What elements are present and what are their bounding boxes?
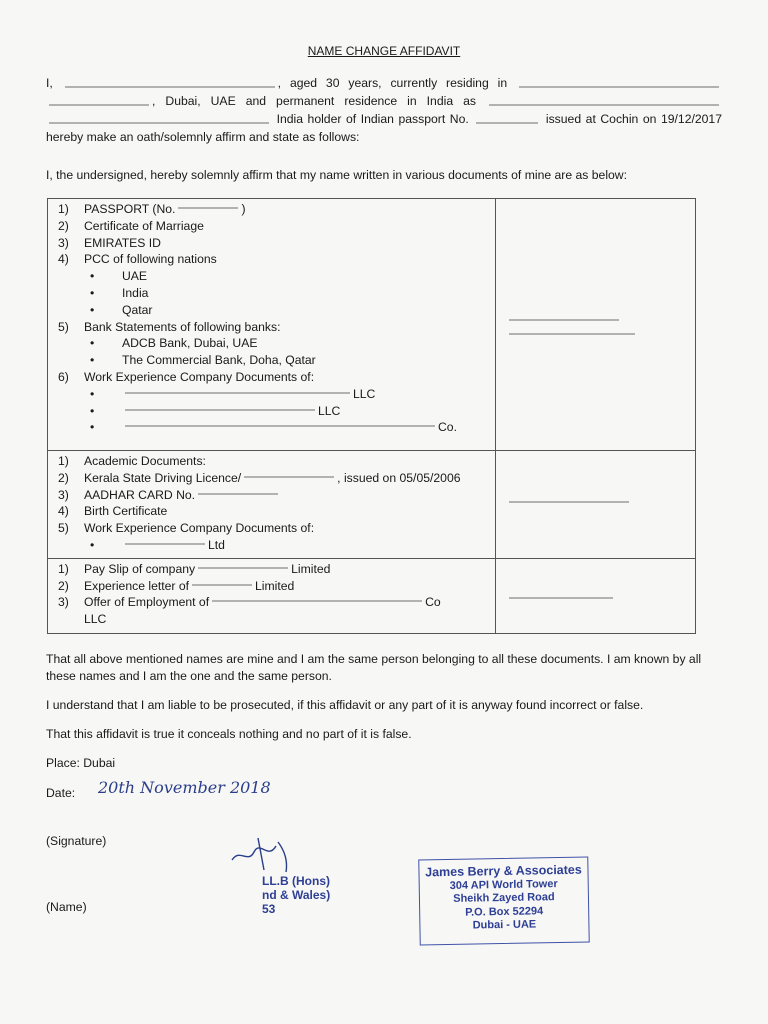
- redacted-name-variant: [506, 491, 685, 505]
- redacted-company: [198, 561, 288, 569]
- intro-paragraph: [46, 74, 722, 146]
- redacted-company: [125, 386, 350, 394]
- name-cell-2: [496, 451, 696, 559]
- document-list-group-1: [48, 199, 496, 451]
- signature-label: (Signature): [46, 834, 107, 848]
- notary-stamp-partial: LL.B (Hons) nd & Wales) 53: [262, 874, 331, 916]
- redacted-address: [519, 80, 719, 88]
- redacted-home-address-2: [49, 116, 269, 124]
- redacted-area: [49, 98, 149, 106]
- bullet-item: • Co.: [90, 420, 457, 435]
- handwritten-signature: [228, 830, 308, 880]
- bullet-item: • LLC: [90, 386, 376, 401]
- list-item: 5) Work Experience Company Documents of:: [58, 521, 315, 536]
- list-item: 3) AADHAR CARD No.: [58, 487, 495, 504]
- redacted-name: [65, 80, 275, 88]
- intro-part-1: I,: [46, 76, 53, 90]
- bullet-item: • Ltd: [90, 537, 225, 552]
- redacted-company: [192, 578, 252, 586]
- list-item: 4) Birth Certificate: [58, 504, 168, 519]
- table-row: [48, 199, 696, 451]
- document-list-group-2: [48, 451, 496, 559]
- table-row: [48, 451, 696, 559]
- list-item: 2) Kerala State Driving Licence/ , issued on 05/05/2006: [58, 470, 461, 485]
- list-item: 1) PASSPORT (No. ): [58, 202, 246, 216]
- list-item: 5) Bank Statements of following banks:: [58, 319, 281, 334]
- list-item: 3) Offer of Employment of Co: [58, 595, 441, 610]
- redacted-name-variant: [506, 587, 685, 601]
- bullet-item: • ADCB Bank, Dubai, UAE: [90, 336, 258, 351]
- affirm-paragraph: I, the undersigned, hereby solemnly affirm that my name written in various documents of mine are as below:: [46, 168, 627, 182]
- name-cell-3: [496, 558, 696, 633]
- redacted-home-address: [489, 98, 719, 106]
- declaration-paragraph-1: That all above mentioned names are mine and I am the same person belonging to all these documents. I am known by all these names and I am the one and the same person.: [46, 652, 702, 683]
- intro-part-5: issued at Cochin on 19/12/2017 hereby make an oath/solemnly affirm and state as follows:: [46, 112, 722, 144]
- date-label: Date:: [46, 786, 76, 800]
- bullet-item: • The Commercial Bank, Doha, Qatar: [90, 353, 316, 368]
- redacted-passport-no: [178, 201, 238, 209]
- bullet-item: • LLC: [90, 403, 341, 418]
- documents-table: [47, 198, 696, 634]
- table-row: [48, 558, 696, 633]
- name-cell-1: [496, 199, 696, 451]
- document-list-group-3: [48, 558, 496, 633]
- declaration-paragraph-3: That this affidavit is true it conceals nothing and no part of it is false.: [46, 727, 412, 741]
- intro-part-2: , aged 30 years, currently residing in: [277, 76, 508, 90]
- place-line: Place: Dubai: [46, 756, 116, 770]
- list-item-continuation: LLC: [84, 612, 107, 627]
- redacted-name-variant: [506, 309, 685, 337]
- document-title: NAME CHANGE AFFIDAVIT: [307, 44, 461, 58]
- bullet-item: • Qatar: [90, 302, 153, 317]
- list-item: 4) PCC of following nations: [58, 252, 217, 267]
- redacted-company: [125, 537, 205, 545]
- list-item: 2) Experience letter of Limited: [58, 578, 295, 593]
- list-item: 1) Academic Documents:: [58, 454, 206, 468]
- redacted-aadhar-no: [198, 487, 278, 495]
- list-item: 3) EMIRATES ID: [58, 235, 161, 250]
- redacted-company: [125, 419, 435, 427]
- redacted-company: [212, 594, 422, 602]
- bullet-item: • UAE: [90, 269, 148, 284]
- name-label: (Name): [46, 900, 87, 914]
- bullet-item: • India: [90, 285, 149, 300]
- company-stamp: James Berry & Associates 304 API World Tower Sheikh Zayed Road P.O. Box 52294 Dubai - UAE: [418, 857, 589, 946]
- intro-part-4: India holder of Indian passport No.: [276, 112, 469, 126]
- intro-part-3: , Dubai, UAE and permanent residence in India as: [152, 94, 476, 108]
- list-item: 2) Certificate of Marriage: [58, 218, 204, 233]
- declaration-paragraph-2: I understand that I am liable to be prosecuted, if this affidavit or any part of it is anyway found incorrect or false.: [46, 698, 644, 712]
- redacted-company: [125, 403, 315, 411]
- list-item: 6) Work Experience Company Documents of:: [58, 369, 315, 384]
- redacted-licence-no: [244, 470, 334, 478]
- list-item: 1) Pay Slip of company Limited: [58, 561, 331, 576]
- redacted-passport-no: [476, 116, 538, 124]
- handwritten-date: 20th November 2018: [98, 778, 271, 797]
